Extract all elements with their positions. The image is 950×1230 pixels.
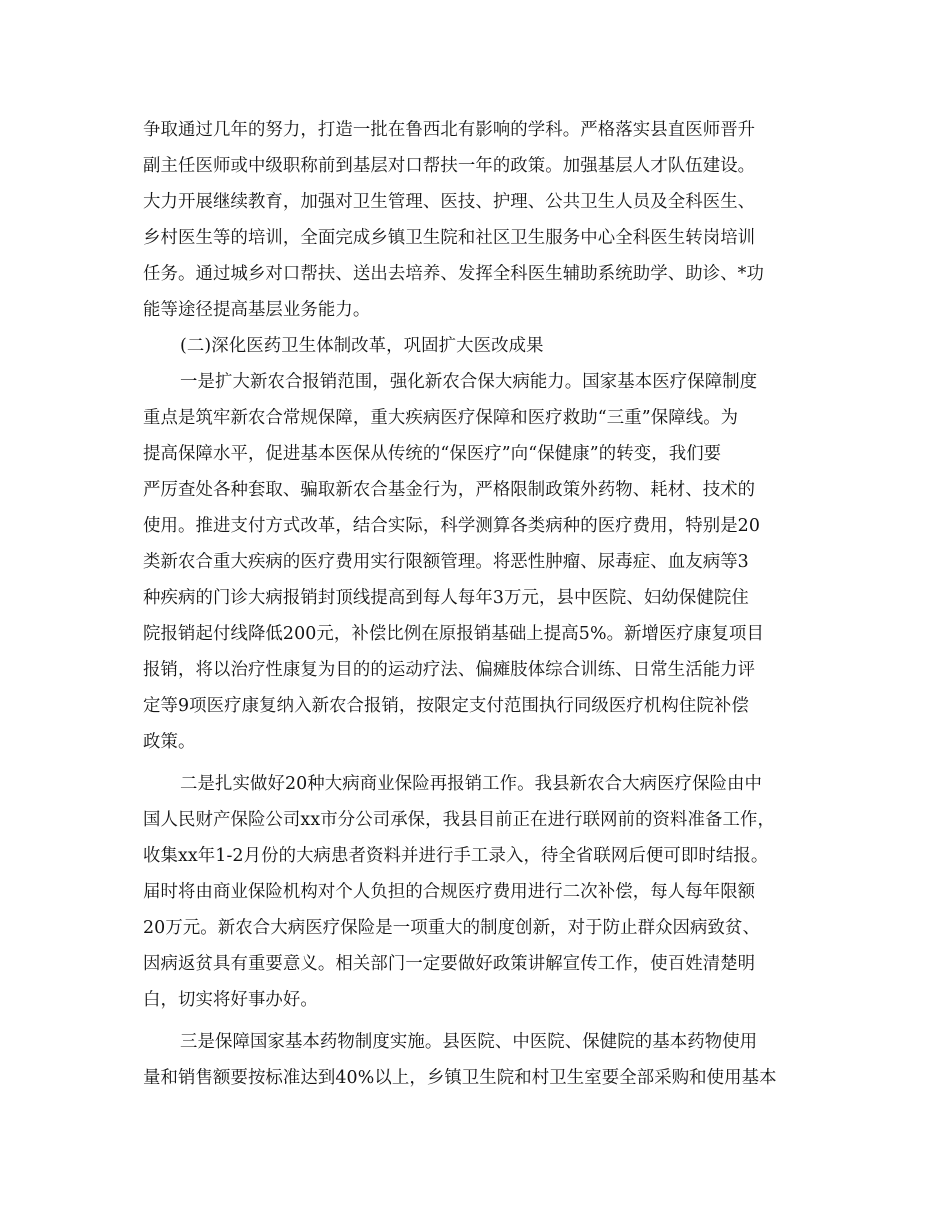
text-line: 定等9项医疗康复纳入新农合报销，按限定支付范围执行同级医疗机构住院补偿 <box>143 696 749 716</box>
text-line: 争取通过几年的努力，打造一批在鲁西北有影响的学科。严格落实县直医师晋升 <box>143 120 756 140</box>
text-line: 类新农合重大疾病的医疗费用实行限额管理。将恶性肿瘤、尿毒症、血友病等3 <box>143 552 749 572</box>
text-line: 20万元。新农合大病医疗保险是一项重大的制度创新，对于防止群众因病致贫、 <box>143 918 761 938</box>
text-line: 大力开展继续教育，加强对卫生管理、医技、护理、公共卫生人员及全科医生、 <box>143 192 756 212</box>
text-line: 三是保障国家基本药物制度实施。县医院、中医院、保健院的基本药物使用 <box>180 1032 758 1052</box>
text-line: 二是扎实做好20种大病商业保险再报销工作。我县新农合大病医疗保险由中 <box>180 774 763 794</box>
text-line: 重点是筑牢新农合常规保障，重大疾病医疗保障和医疗救助“三重”保障线。为 <box>143 408 739 428</box>
text-line: 乡村医生等的培训，全面完成乡镇卫生院和社区卫生服务中心全科医生转岗培训 <box>143 228 756 248</box>
section-heading: (二)深化医药卫生体制改革，巩固扩大医改成果 <box>180 336 544 356</box>
text-line: 政策。 <box>143 732 196 752</box>
text-line: 因病返贫具有重要意义。相关部门一定要做好政策讲解宣传工作，使百姓清楚明 <box>143 954 756 974</box>
text-line: 国人民财产保险公司xx市分公司承保，我县目前正在进行联网前的资料准备工作， <box>143 810 775 830</box>
text-line: 提高保障水平，促进基本医保从传统的“保医疗”向“保健康”的转变，我们要 <box>143 444 722 464</box>
text-line: 一是扩大新农合报销范围，强化新农合保大病能力。国家基本医疗保障制度 <box>180 372 758 392</box>
text-line: 白，切实将好事办好。 <box>143 990 318 1010</box>
text-line: 能等途径提高基层业务能力。 <box>143 300 371 320</box>
text-line: 使用。推进支付方式改革，结合实际，科学测算各类病种的医疗费用，特别是20 <box>143 516 761 536</box>
text-line: 严厉查处各种套取、骗取新农合基金行为，严格限制政策外药物、耗材、技术的 <box>143 480 756 500</box>
text-line: 届时将由商业保险机构对个人负担的合规医疗费用进行二次补偿，每人每年限额 <box>143 882 756 902</box>
text-line: 量和销售额要按标准达到40%以上，乡镇卫生院和村卫生室要全部采购和使用基本 <box>143 1068 777 1088</box>
text-line: 任务。通过城乡对口帮扶、送出去培养、发挥全科医生辅助系统助学、助诊、*功 <box>143 264 764 284</box>
text-line: 收集xx年1-2月份的大病患者资料并进行手工录入，待全省联网后便可即时结报。 <box>143 846 769 866</box>
text-line: 副主任医师或中级职称前到基层对口帮扶一年的政策。加强基层人才队伍建设。 <box>143 156 756 176</box>
text-line: 院报销起付线降低200元，补偿比例在原报销基础上提高5%。新增医疗康复项目 <box>143 624 764 644</box>
text-line: 报销，将以治疗性康复为目的的运动疗法、偏瘫肢体综合训练、日常生活能力评 <box>143 660 756 680</box>
text-line: 种疾病的门诊大病报销封顶线提高到每人每年3万元，县中医院、妇幼保健院住 <box>143 588 749 608</box>
